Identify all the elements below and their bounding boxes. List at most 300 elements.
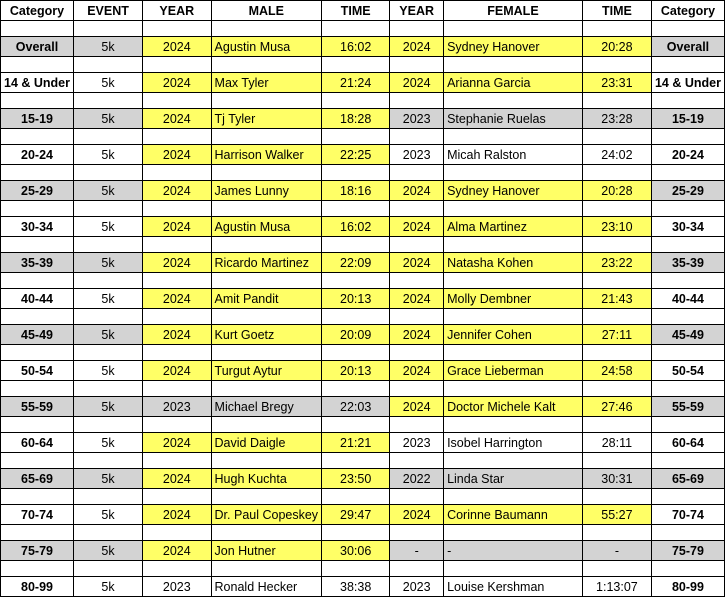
spacer-cell (211, 309, 322, 325)
spacer-row (1, 525, 725, 541)
male-time-cell: 30:06 (322, 541, 390, 561)
spacer-cell (143, 201, 211, 217)
female-name-cell: Jennifer Cohen (444, 325, 583, 345)
header-category-right: Category (651, 1, 724, 21)
female-time-cell: 27:11 (582, 325, 651, 345)
spacer-cell (651, 57, 724, 73)
spacer-cell (1, 129, 74, 145)
table-row (1, 109, 725, 129)
spacer-cell (582, 273, 651, 289)
spacer-cell (211, 273, 322, 289)
spacer-row (1, 489, 725, 505)
spacer-cell (211, 129, 322, 145)
spacer-cell (211, 21, 322, 37)
male-time-cell: 18:16 (322, 181, 390, 201)
event-cell: 5k (74, 73, 143, 93)
male-name-cell: David Daigle (211, 433, 322, 453)
spacer-cell (74, 309, 143, 325)
header-category: Category (1, 1, 74, 21)
spacer-cell (322, 453, 390, 469)
spacer-cell (211, 453, 322, 469)
spacer-cell (322, 93, 390, 109)
spacer-cell (143, 417, 211, 433)
spacer-cell (74, 273, 143, 289)
category-cell-right: 60-64 (651, 433, 724, 453)
female-year-cell: 2023 (390, 109, 444, 129)
spacer-cell (651, 273, 724, 289)
spacer-cell (444, 165, 583, 181)
female-time-cell: 23:28 (582, 109, 651, 129)
category-cell-right: 15-19 (651, 109, 724, 129)
spacer-cell (444, 525, 583, 541)
spacer-cell (211, 489, 322, 505)
spacer-cell (211, 345, 322, 361)
category-cell: 50-54 (1, 361, 74, 381)
spacer-cell (74, 129, 143, 145)
spacer-row (1, 21, 725, 37)
table-row (1, 361, 725, 381)
spacer-cell (143, 129, 211, 145)
spacer-cell (444, 201, 583, 217)
table-row (1, 397, 725, 417)
spacer-cell (582, 57, 651, 73)
spacer-cell (651, 345, 724, 361)
spacer-cell (1, 489, 74, 505)
male-name-cell: Tj Tyler (211, 109, 322, 129)
spacer-cell (322, 417, 390, 433)
female-year-cell: 2024 (390, 361, 444, 381)
spacer-cell (582, 237, 651, 253)
spacer-cell (322, 381, 390, 397)
male-name-cell: Agustin Musa (211, 37, 322, 57)
spacer-cell (322, 489, 390, 505)
female-name-cell: Doctor Michele Kalt (444, 397, 583, 417)
spacer-cell (143, 165, 211, 181)
spacer-row (1, 273, 725, 289)
spacer-cell (211, 381, 322, 397)
spacer-cell (390, 309, 444, 325)
spacer-cell (143, 57, 211, 73)
category-cell: 60-64 (1, 433, 74, 453)
male-year-cell: 2024 (143, 541, 211, 561)
event-cell: 5k (74, 325, 143, 345)
spacer-cell (1, 453, 74, 469)
spacer-cell (211, 57, 322, 73)
spacer-cell (322, 57, 390, 73)
category-cell-right: 80-99 (651, 577, 724, 597)
spacer-cell (143, 489, 211, 505)
category-cell: 15-19 (1, 109, 74, 129)
header-row (1, 1, 725, 21)
category-cell: 65-69 (1, 469, 74, 489)
male-name-cell: Dr. Paul Copeskey (211, 505, 322, 525)
table-row (1, 37, 725, 57)
category-cell: 40-44 (1, 289, 74, 309)
spacer-cell (211, 561, 322, 577)
table-row (1, 505, 725, 525)
male-year-cell: 2024 (143, 289, 211, 309)
event-cell: 5k (74, 145, 143, 165)
category-cell: 45-49 (1, 325, 74, 345)
male-year-cell: 2024 (143, 469, 211, 489)
spacer-cell (390, 489, 444, 505)
spacer-cell (444, 309, 583, 325)
spacer-cell (1, 21, 74, 37)
table-row (1, 217, 725, 237)
spacer-cell (74, 201, 143, 217)
spacer-cell (444, 237, 583, 253)
category-cell-right: 75-79 (651, 541, 724, 561)
spacer-cell (211, 165, 322, 181)
female-name-cell: Corinne Baumann (444, 505, 583, 525)
male-time-cell: 23:50 (322, 469, 390, 489)
female-year-cell: - (390, 541, 444, 561)
spacer-cell (74, 453, 143, 469)
category-cell: 70-74 (1, 505, 74, 525)
spacer-cell (322, 273, 390, 289)
female-time-cell: 24:02 (582, 145, 651, 165)
female-name-cell: Grace Lieberman (444, 361, 583, 381)
spacer-cell (143, 453, 211, 469)
female-year-cell: 2023 (390, 145, 444, 165)
spacer-cell (322, 561, 390, 577)
spacer-cell (143, 93, 211, 109)
female-name-cell: - (444, 541, 583, 561)
spacer-row (1, 309, 725, 325)
spacer-cell (390, 381, 444, 397)
spacer-cell (444, 57, 583, 73)
male-time-cell: 22:25 (322, 145, 390, 165)
male-year-cell: 2024 (143, 181, 211, 201)
spacer-cell (322, 129, 390, 145)
spacer-row (1, 453, 725, 469)
female-year-cell: 2024 (390, 37, 444, 57)
spacer-cell (74, 525, 143, 541)
male-name-cell: Max Tyler (211, 73, 322, 93)
spacer-cell (143, 21, 211, 37)
male-time-cell: 22:03 (322, 397, 390, 417)
spacer-cell (1, 309, 74, 325)
spacer-row (1, 165, 725, 181)
header-female: FEMALE (444, 1, 583, 21)
event-cell: 5k (74, 505, 143, 525)
header-event: EVENT (74, 1, 143, 21)
spacer-cell (143, 525, 211, 541)
spacer-cell (322, 165, 390, 181)
event-cell: 5k (74, 469, 143, 489)
female-name-cell: Linda Star (444, 469, 583, 489)
spacer-cell (651, 21, 724, 37)
female-name-cell: Isobel Harrington (444, 433, 583, 453)
female-time-cell: 1:13:07 (582, 577, 651, 597)
event-cell: 5k (74, 37, 143, 57)
spacer-cell (651, 309, 724, 325)
male-name-cell: Harrison Walker (211, 145, 322, 165)
event-cell: 5k (74, 361, 143, 381)
spacer-cell (1, 93, 74, 109)
female-year-cell: 2024 (390, 289, 444, 309)
spacer-cell (390, 165, 444, 181)
spacer-cell (444, 381, 583, 397)
spacer-cell (582, 309, 651, 325)
spacer-cell (1, 237, 74, 253)
spacer-cell (651, 489, 724, 505)
female-name-cell: Sydney Hanover (444, 181, 583, 201)
category-cell-right: 14 & Under (651, 73, 724, 93)
spacer-cell (651, 165, 724, 181)
spacer-cell (211, 525, 322, 541)
spacer-cell (651, 381, 724, 397)
spacer-cell (582, 21, 651, 37)
spacer-cell (1, 57, 74, 73)
spacer-cell (74, 489, 143, 505)
female-time-cell: 27:46 (582, 397, 651, 417)
category-cell-right: 20-24 (651, 145, 724, 165)
female-time-cell: 28:11 (582, 433, 651, 453)
spacer-cell (651, 417, 724, 433)
spacer-cell (1, 561, 74, 577)
category-cell: 80-99 (1, 577, 74, 597)
spacer-cell (211, 237, 322, 253)
spacer-cell (322, 309, 390, 325)
category-cell-right: 25-29 (651, 181, 724, 201)
spacer-cell (651, 129, 724, 145)
table-row (1, 145, 725, 165)
spacer-cell (390, 201, 444, 217)
male-time-cell: 21:21 (322, 433, 390, 453)
event-cell: 5k (74, 577, 143, 597)
spacer-cell (390, 93, 444, 109)
category-cell-right: 70-74 (651, 505, 724, 525)
female-year-cell: 2024 (390, 253, 444, 273)
event-cell: 5k (74, 541, 143, 561)
category-cell: 20-24 (1, 145, 74, 165)
event-cell: 5k (74, 217, 143, 237)
spacer-cell (390, 525, 444, 541)
spacer-cell (74, 561, 143, 577)
male-name-cell: Ricardo Martinez (211, 253, 322, 273)
female-year-cell: 2024 (390, 397, 444, 417)
female-year-cell: 2024 (390, 73, 444, 93)
female-time-cell: 30:31 (582, 469, 651, 489)
female-time-cell: 20:28 (582, 37, 651, 57)
category-cell-right: 35-39 (651, 253, 724, 273)
spacer-cell (143, 381, 211, 397)
spacer-cell (1, 417, 74, 433)
male-year-cell: 2024 (143, 433, 211, 453)
spacer-cell (390, 21, 444, 37)
category-cell: 35-39 (1, 253, 74, 273)
male-year-cell: 2024 (143, 109, 211, 129)
female-name-cell: Arianna Garcia (444, 73, 583, 93)
spacer-cell (74, 57, 143, 73)
male-name-cell: James Lunny (211, 181, 322, 201)
spacer-cell (582, 525, 651, 541)
spacer-cell (143, 309, 211, 325)
spacer-cell (444, 417, 583, 433)
spacer-cell (1, 273, 74, 289)
male-year-cell: 2024 (143, 37, 211, 57)
spacer-cell (582, 345, 651, 361)
male-year-cell: 2024 (143, 145, 211, 165)
spacer-cell (651, 561, 724, 577)
header-male-year: YEAR (143, 1, 211, 21)
spacer-cell (651, 201, 724, 217)
event-cell: 5k (74, 433, 143, 453)
spacer-cell (390, 453, 444, 469)
male-name-cell: Turgut Aytur (211, 361, 322, 381)
male-time-cell: 20:13 (322, 361, 390, 381)
female-name-cell: Alma Martinez (444, 217, 583, 237)
spacer-cell (390, 345, 444, 361)
event-cell: 5k (74, 109, 143, 129)
category-cell-right: 45-49 (651, 325, 724, 345)
category-cell-right: 65-69 (651, 469, 724, 489)
male-year-cell: 2024 (143, 253, 211, 273)
female-name-cell: Stephanie Ruelas (444, 109, 583, 129)
header-female-year: YEAR (390, 1, 444, 21)
male-year-cell: 2023 (143, 397, 211, 417)
male-time-cell: 20:09 (322, 325, 390, 345)
spacer-cell (322, 21, 390, 37)
category-cell-right: Overall (651, 37, 724, 57)
spacer-cell (582, 165, 651, 181)
spacer-cell (143, 273, 211, 289)
spacer-cell (390, 561, 444, 577)
header-female-time: TIME (582, 1, 651, 21)
spacer-cell (322, 201, 390, 217)
female-time-cell: 24:58 (582, 361, 651, 381)
spacer-cell (74, 21, 143, 37)
category-cell-right: 55-59 (651, 397, 724, 417)
male-name-cell: Hugh Kuchta (211, 469, 322, 489)
spacer-cell (1, 165, 74, 181)
female-year-cell: 2024 (390, 505, 444, 525)
spacer-cell (390, 57, 444, 73)
spacer-cell (1, 381, 74, 397)
female-time-cell: 23:31 (582, 73, 651, 93)
event-cell: 5k (74, 289, 143, 309)
female-time-cell: 21:43 (582, 289, 651, 309)
spacer-cell (143, 345, 211, 361)
spacer-cell (444, 129, 583, 145)
male-year-cell: 2024 (143, 505, 211, 525)
event-cell: 5k (74, 397, 143, 417)
spacer-row (1, 381, 725, 397)
table-row (1, 433, 725, 453)
male-year-cell: 2024 (143, 217, 211, 237)
spacer-cell (211, 93, 322, 109)
female-name-cell: Louise Kershman (444, 577, 583, 597)
spacer-cell (322, 237, 390, 253)
category-cell-right: 50-54 (651, 361, 724, 381)
spacer-cell (444, 273, 583, 289)
header-male: MALE (211, 1, 322, 21)
records-body (1, 21, 725, 597)
category-cell: 75-79 (1, 541, 74, 561)
table-row (1, 469, 725, 489)
spacer-cell (444, 21, 583, 37)
male-year-cell: 2023 (143, 577, 211, 597)
spacer-cell (651, 93, 724, 109)
category-cell: 30-34 (1, 217, 74, 237)
male-time-cell: 16:02 (322, 217, 390, 237)
spacer-cell (211, 201, 322, 217)
spacer-cell (74, 417, 143, 433)
spacer-cell (582, 453, 651, 469)
spacer-cell (651, 525, 724, 541)
female-year-cell: 2023 (390, 577, 444, 597)
female-year-cell: 2024 (390, 181, 444, 201)
spacer-cell (74, 345, 143, 361)
female-time-cell: - (582, 541, 651, 561)
spacer-row (1, 237, 725, 253)
male-year-cell: 2024 (143, 73, 211, 93)
category-cell: Overall (1, 37, 74, 57)
spacer-cell (582, 417, 651, 433)
spacer-cell (582, 561, 651, 577)
spacer-cell (582, 381, 651, 397)
female-year-cell: 2024 (390, 217, 444, 237)
spacer-cell (74, 93, 143, 109)
table-row (1, 541, 725, 561)
male-time-cell: 18:28 (322, 109, 390, 129)
spacer-cell (582, 489, 651, 505)
spacer-cell (1, 345, 74, 361)
spacer-cell (390, 237, 444, 253)
category-cell: 14 & Under (1, 73, 74, 93)
spacer-cell (211, 417, 322, 433)
category-cell: 25-29 (1, 181, 74, 201)
male-time-cell: 21:24 (322, 73, 390, 93)
female-time-cell: 23:10 (582, 217, 651, 237)
spacer-cell (651, 237, 724, 253)
male-name-cell: Michael Bregy (211, 397, 322, 417)
spacer-row (1, 129, 725, 145)
table-row (1, 253, 725, 273)
spacer-cell (390, 417, 444, 433)
female-year-cell: 2024 (390, 325, 444, 345)
male-name-cell: Ronald Hecker (211, 577, 322, 597)
spacer-cell (1, 201, 74, 217)
spacer-cell (74, 381, 143, 397)
spacer-cell (582, 93, 651, 109)
male-time-cell: 20:13 (322, 289, 390, 309)
male-time-cell: 29:47 (322, 505, 390, 525)
spacer-cell (322, 345, 390, 361)
male-time-cell: 22:09 (322, 253, 390, 273)
table-row (1, 181, 725, 201)
header-male-time: TIME (322, 1, 390, 21)
spacer-row (1, 201, 725, 217)
female-year-cell: 2022 (390, 469, 444, 489)
category-cell-right: 40-44 (651, 289, 724, 309)
spacer-cell (444, 489, 583, 505)
female-time-cell: 55:27 (582, 505, 651, 525)
female-year-cell: 2023 (390, 433, 444, 453)
male-year-cell: 2024 (143, 361, 211, 381)
spacer-cell (74, 237, 143, 253)
spacer-cell (444, 93, 583, 109)
male-name-cell: Kurt Goetz (211, 325, 322, 345)
male-time-cell: 16:02 (322, 37, 390, 57)
event-cell: 5k (74, 253, 143, 273)
spacer-cell (582, 201, 651, 217)
spacer-cell (390, 129, 444, 145)
spacer-cell (444, 561, 583, 577)
male-time-cell: 38:38 (322, 577, 390, 597)
category-cell-right: 30-34 (651, 217, 724, 237)
